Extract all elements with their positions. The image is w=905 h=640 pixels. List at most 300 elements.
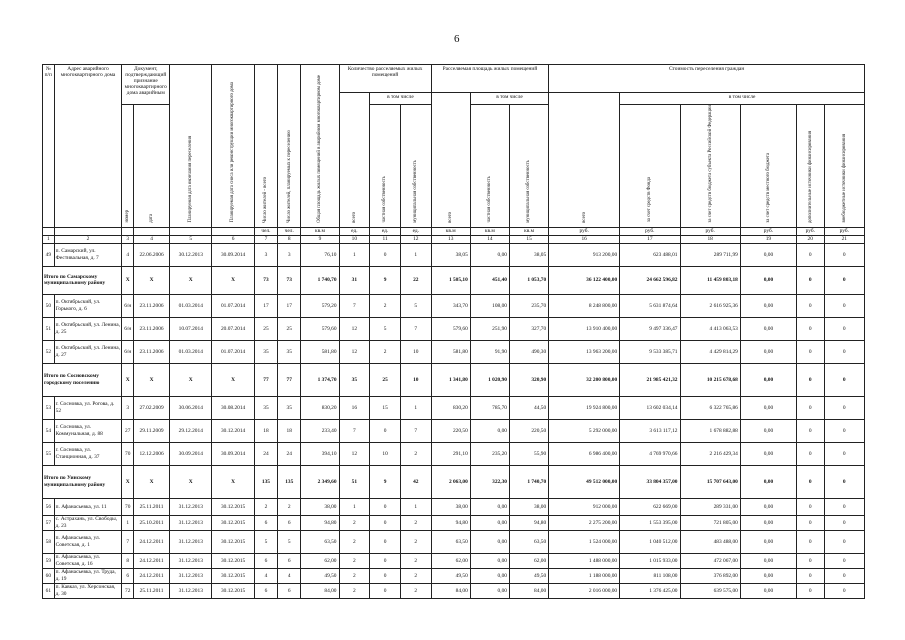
value-cell: 24 [278, 442, 301, 465]
plan-end-cell: 31.12.2013 [170, 498, 212, 515]
value-cell: 11 459 803,18 [680, 266, 740, 294]
value-cell: 51 [339, 465, 370, 498]
doc-date-cell: 27.02.2009 [134, 396, 170, 419]
value-cell: 0 [370, 583, 401, 598]
value-cell: 6 322 765,86 [680, 396, 740, 419]
table-body [43, 65, 865, 599]
header-area-total: всего [431, 93, 470, 228]
value-cell: 0,00 [470, 553, 509, 568]
value-cell: 9 [370, 465, 401, 498]
value-cell: 0 [824, 568, 864, 583]
row-number-cell: 52 [43, 340, 55, 363]
value-cell: 0 [796, 553, 824, 568]
value-cell: 19 924 800,00 [549, 396, 620, 419]
value-cell: 0 [824, 317, 864, 340]
column-number-row [43, 235, 865, 243]
value-cell: 18 [278, 419, 301, 442]
header-count-incl: в том числе [370, 93, 431, 105]
value-cell: 62,00 [301, 553, 339, 568]
value-cell: 49,50 [301, 568, 339, 583]
value-cell: 77 [278, 363, 301, 396]
row-number-cell: 55 [43, 442, 55, 465]
value-cell: 0,00 [740, 498, 796, 515]
doc-number-cell: 6/н [122, 294, 134, 317]
value-cell: 289 331,00 [680, 498, 740, 515]
row-number-cell: 50 [43, 294, 55, 317]
value-cell: 2 [254, 498, 277, 515]
page-number: 6 [454, 33, 460, 45]
header-number: № п/п [43, 65, 55, 228]
header-cost-region: за счет средств бюджета субъекта Российской Федерации [680, 105, 740, 228]
plan-demolition-cell: X [212, 465, 254, 498]
header-plan-demolition: Планируемая дата сноса или реконструкции многоквартирного дома [212, 65, 254, 228]
row-number-cell: 58 [43, 530, 55, 553]
doc-date-cell: 25.10.2011 [134, 515, 170, 530]
value-cell: 0 [824, 340, 864, 363]
value-cell: 6 [254, 515, 277, 530]
row-number-cell: 59 [43, 553, 55, 568]
value-cell: 0,00 [740, 568, 796, 583]
value-cell: 38,00 [509, 498, 548, 515]
value-cell: 42 [400, 465, 431, 498]
plan-demolition-cell: 30.12.2015 [212, 530, 254, 553]
value-cell: 108,00 [470, 294, 509, 317]
value-cell: 0 [824, 363, 864, 396]
value-cell: 4 429 814,29 [680, 340, 740, 363]
value-cell: 830,20 [431, 396, 470, 419]
value-cell: 0,00 [740, 396, 796, 419]
plan-end-cell: 29.12.2014 [170, 419, 212, 442]
doc-date-cell: 24.12.2011 [134, 530, 170, 553]
value-cell: 35 [278, 340, 301, 363]
doc-number-cell: 72 [122, 583, 134, 598]
value-cell: 21 985 421,32 [620, 363, 680, 396]
value-cell: 1 374,70 [301, 363, 339, 396]
value-cell: 7 [400, 419, 431, 442]
plan-end-cell: 01.03.2014 [170, 340, 212, 363]
value-cell: 0 [370, 419, 401, 442]
value-cell: 49,50 [431, 568, 470, 583]
column-number-cell: 12 [400, 235, 431, 243]
value-cell: 25 [254, 317, 277, 340]
value-cell: 0 [370, 568, 401, 583]
value-cell: 16 [339, 396, 370, 419]
total-label: Итого по Самарскому муниципальному району [43, 266, 122, 294]
value-cell: 1 020,90 [470, 363, 509, 396]
value-cell: 25 [278, 317, 301, 340]
header-area: Общая площадь жилых помещений в аварийном многоквартирном доме [301, 65, 339, 228]
value-cell: 15 [370, 396, 401, 419]
doc-number-cell: 7 [122, 530, 134, 553]
value-cell: 490,30 [509, 340, 548, 363]
value-cell: 2 616 925,36 [680, 294, 740, 317]
unit-cell: руб. [796, 227, 824, 235]
header-cost-local: за счет средств местного бюджета [740, 105, 796, 228]
value-cell: 1 053,70 [509, 266, 548, 294]
value-cell: 24 662 596,82 [620, 266, 680, 294]
value-cell: 1 341,80 [431, 363, 470, 396]
value-cell: 639 575,00 [680, 583, 740, 598]
value-cell: 0,00 [740, 465, 796, 498]
value-cell: 77 [254, 363, 277, 396]
address-cell: п. Афанасьевка, ул. Труда, д. 19 [54, 568, 122, 583]
value-cell: 5 [400, 294, 431, 317]
table-row [43, 442, 865, 465]
column-number-cell: 19 [740, 235, 796, 243]
value-cell: 9 [370, 266, 401, 294]
value-cell: 0,00 [740, 583, 796, 598]
value-cell: 2 216 429,34 [680, 442, 740, 465]
value-cell: 3 613 117,12 [620, 419, 680, 442]
value-cell: 17 [278, 294, 301, 317]
value-cell: 0,00 [740, 530, 796, 553]
value-cell: 0 [796, 340, 824, 363]
column-number-cell: 18 [680, 235, 740, 243]
doc-number-cell: X [122, 266, 134, 294]
value-cell: 35 [278, 396, 301, 419]
doc-number-cell: 1 [122, 515, 134, 530]
value-cell: 1 [339, 243, 370, 266]
value-cell: 912 000,00 [549, 498, 620, 515]
value-cell: 5 [278, 530, 301, 553]
value-cell: 7 [400, 317, 431, 340]
value-cell: 0,00 [470, 419, 509, 442]
column-number-cell: 3 [122, 235, 134, 243]
unit-cell: руб. [549, 227, 620, 235]
value-cell: 9 533 385,71 [620, 340, 680, 363]
value-cell: 0 [824, 583, 864, 598]
unit-cell: руб. [824, 227, 864, 235]
value-cell: 13 910 400,00 [549, 317, 620, 340]
doc-date-cell: 12.12.2006 [134, 442, 170, 465]
plan-end-cell: 31.12.2013 [170, 530, 212, 553]
value-cell: 62,00 [509, 553, 548, 568]
value-cell: 44,50 [509, 396, 548, 419]
value-cell: 49 512 000,00 [549, 465, 620, 498]
value-cell: 0,00 [470, 568, 509, 583]
value-cell: 2 063,00 [431, 465, 470, 498]
header-address: Адрес аварийного многоквартирного дома [54, 65, 122, 228]
total-row [43, 363, 865, 396]
value-cell: 13 602 034,14 [620, 396, 680, 419]
header-count-total: всего [339, 93, 370, 228]
value-cell: 581,80 [431, 340, 470, 363]
doc-date-cell: 23.11.2006 [134, 294, 170, 317]
value-cell: 1 376 425,00 [620, 583, 680, 598]
column-number-cell: 5 [170, 235, 212, 243]
header-area-municipal: муниципальная собственность [509, 105, 548, 228]
value-cell: 2 [400, 583, 431, 598]
header-doc-date: дата [134, 105, 170, 228]
plan-demolition-cell: 01.07.2014 [212, 340, 254, 363]
header-cost-extra: дополнительные источники финансирования [796, 105, 824, 228]
doc-date-cell: 24.12.2011 [134, 568, 170, 583]
doc-number-cell: 70 [122, 498, 134, 515]
value-cell: 2 [400, 515, 431, 530]
table-row [43, 515, 865, 530]
value-cell: 0,00 [470, 583, 509, 598]
value-cell: 12 [339, 340, 370, 363]
value-cell: 18 [254, 419, 277, 442]
value-cell: 5 [254, 530, 277, 553]
unit-cell: ед. [339, 227, 370, 235]
value-cell: 451,40 [470, 266, 509, 294]
doc-number-cell: 6 [122, 568, 134, 583]
column-number-cell: 16 [549, 235, 620, 243]
value-cell: 84,00 [431, 583, 470, 598]
address-cell: п. Самарский, ул. Фестивальная, д. 7 [54, 243, 122, 266]
value-cell: 33 804 357,00 [620, 465, 680, 498]
value-cell: 0 [824, 553, 864, 568]
value-cell: 0 [370, 530, 401, 553]
row-number-cell: 57 [43, 515, 55, 530]
value-cell: 0 [796, 396, 824, 419]
plan-end-cell: 10.07.2014 [170, 317, 212, 340]
value-cell: 2 [339, 583, 370, 598]
table-row [43, 340, 865, 363]
value-cell: 6 [278, 515, 301, 530]
value-cell: 63,50 [509, 530, 548, 553]
column-number-cell: 1 [43, 235, 55, 243]
value-cell: 5 292 000,00 [549, 419, 620, 442]
value-cell: 8 248 800,00 [549, 294, 620, 317]
address-cell: п. Октябрьский, ул. Ленина, д. 27 [54, 340, 122, 363]
value-cell: 38,05 [431, 243, 470, 266]
value-cell: 12 [339, 317, 370, 340]
value-cell: 0 [824, 243, 864, 266]
header-residents-planned: Число жителей, планируемых к переселению [278, 65, 301, 228]
value-cell: 0 [370, 515, 401, 530]
row-number-cell: 60 [43, 568, 55, 583]
unit-cell: кв.м [509, 227, 548, 235]
table-row [43, 243, 865, 266]
doc-date-cell: 22.06.2006 [134, 243, 170, 266]
plan-end-cell: X [170, 363, 212, 396]
value-cell: 2 016 000,00 [549, 583, 620, 598]
value-cell: 2 [339, 553, 370, 568]
plan-end-cell: X [170, 465, 212, 498]
value-cell: 623 488,01 [620, 243, 680, 266]
value-cell: 0,00 [740, 266, 796, 294]
value-cell: 0 [370, 498, 401, 515]
value-cell: 0 [824, 515, 864, 530]
total-row [43, 465, 865, 498]
value-cell: 579,60 [301, 317, 339, 340]
value-cell: 49,50 [509, 568, 548, 583]
relocation-table [42, 64, 865, 599]
value-cell: 6 [254, 553, 277, 568]
value-cell: 472 067,00 [680, 553, 740, 568]
value-cell: 394,10 [301, 442, 339, 465]
value-cell: 0 [796, 363, 824, 396]
plan-end-cell: 30.12.2013 [170, 243, 212, 266]
value-cell: 1 740,70 [509, 465, 548, 498]
value-cell: 785,70 [470, 396, 509, 419]
value-cell: 7 [339, 294, 370, 317]
value-cell: 1 505,10 [431, 266, 470, 294]
value-cell: 38,00 [431, 498, 470, 515]
value-cell: 6 [278, 553, 301, 568]
value-cell: 91,90 [470, 340, 509, 363]
address-cell: п. Октябрьский, ул. Горького, д. 6 [54, 294, 122, 317]
table-row [43, 419, 865, 442]
row-number-cell: 56 [43, 498, 55, 515]
value-cell: 0 [824, 498, 864, 515]
row-number-cell: 49 [43, 243, 55, 266]
value-cell: 0,00 [740, 363, 796, 396]
doc-number-cell: 4 [122, 243, 134, 266]
column-number-cell: 20 [796, 235, 824, 243]
value-cell: 0,00 [740, 419, 796, 442]
value-cell: 2 [278, 498, 301, 515]
header-count-private: частная собственность [370, 105, 401, 228]
plan-demolition-cell: 30.12.2015 [212, 568, 254, 583]
doc-number-cell: X [122, 465, 134, 498]
value-cell: 0,00 [740, 442, 796, 465]
doc-date-cell: 25.11.2011 [134, 498, 170, 515]
address-cell: п. Кавказ, ул. Херсонская, д. 30 [54, 583, 122, 598]
value-cell: 2 [400, 442, 431, 465]
doc-date-cell: 23.11.2006 [134, 340, 170, 363]
relocation-table-sheet [42, 64, 865, 599]
column-number-cell: 9 [301, 235, 339, 243]
value-cell: 15 707 643,00 [680, 465, 740, 498]
value-cell: 6 [254, 583, 277, 598]
plan-demolition-cell: 30.09.2014 [212, 442, 254, 465]
header-count-municipal: муниципальная собственность [400, 105, 431, 228]
value-cell: 94,80 [509, 515, 548, 530]
header-residents-total: Число жителей - всего [254, 65, 277, 228]
value-cell: 220,50 [509, 419, 548, 442]
value-cell: 0 [796, 317, 824, 340]
value-cell: 1 040 512,00 [620, 530, 680, 553]
value-cell: 251,90 [470, 317, 509, 340]
value-cell: 36 122 400,00 [549, 266, 620, 294]
header-doc-number: номер [122, 105, 134, 228]
value-cell: 38,00 [301, 498, 339, 515]
value-cell: 1 [400, 243, 431, 266]
value-cell: 84,00 [509, 583, 548, 598]
unit-cell: чел. [278, 227, 301, 235]
plan-demolition-cell: 30.12.2015 [212, 553, 254, 568]
value-cell: 0,00 [740, 340, 796, 363]
value-cell: 1 524 000,00 [549, 530, 620, 553]
doc-date-cell: 25.11.2011 [134, 583, 170, 598]
value-cell: 35 [254, 340, 277, 363]
unit-cell: руб. [680, 227, 740, 235]
doc-date-cell: X [134, 363, 170, 396]
value-cell: 0 [824, 294, 864, 317]
value-cell: 13 963 200,00 [549, 340, 620, 363]
doc-number-cell: 6/н [122, 340, 134, 363]
value-cell: 0,00 [470, 515, 509, 530]
value-cell: 22 [400, 266, 431, 294]
doc-date-cell: 24.12.2011 [134, 553, 170, 568]
value-cell: 73 [254, 266, 277, 294]
plan-demolition-cell: 30.09.2014 [212, 243, 254, 266]
value-cell: 24 [254, 442, 277, 465]
header-cost-total: всего [549, 93, 620, 228]
value-cell: 0 [824, 396, 864, 419]
doc-number-cell: 8 [122, 553, 134, 568]
value-cell: 0 [796, 498, 824, 515]
column-number-cell: 7 [254, 235, 277, 243]
value-cell: 38,05 [509, 243, 548, 266]
doc-number-cell: 6/н [122, 317, 134, 340]
value-cell: 291,10 [431, 442, 470, 465]
plan-demolition-cell: X [212, 266, 254, 294]
value-cell: 0,00 [740, 553, 796, 568]
plan-demolition-cell: 30.12.2015 [212, 498, 254, 515]
column-number-cell: 11 [370, 235, 401, 243]
plan-end-cell: X [170, 266, 212, 294]
value-cell: 32 200 800,00 [549, 363, 620, 396]
column-number-cell: 2 [54, 235, 122, 243]
value-cell: 73 [278, 266, 301, 294]
header-area-group: Расселяемая площадь жилых помещений [431, 65, 549, 93]
header-document: Документ, подтверждающий признание многоквартирного дома аварийным [122, 65, 170, 105]
value-cell: 0 [824, 266, 864, 294]
table-row [43, 294, 865, 317]
doc-number-cell: 3 [122, 396, 134, 419]
value-cell: 2 [400, 568, 431, 583]
plan-demolition-cell: 30.12.2014 [212, 419, 254, 442]
value-cell: 1 188 000,00 [549, 568, 620, 583]
value-cell: 811 108,00 [620, 568, 680, 583]
total-label: Итого по Уинскому муниципальному району [43, 465, 122, 498]
value-cell: 2 275 200,00 [549, 515, 620, 530]
value-cell: 4 769 970,66 [620, 442, 680, 465]
value-cell: 0 [796, 266, 824, 294]
value-cell: 55,90 [509, 442, 548, 465]
table-row [43, 568, 865, 583]
value-cell: 1 553 395,00 [620, 515, 680, 530]
value-cell: 0 [824, 442, 864, 465]
value-cell: 0 [370, 553, 401, 568]
address-cell: г. Сосновка, ул. Коммунальная, д. 88 [54, 419, 122, 442]
table-row [43, 583, 865, 598]
plan-end-cell: 30.06.2014 [170, 396, 212, 419]
value-cell: 94,80 [301, 515, 339, 530]
value-cell: 0,00 [740, 317, 796, 340]
column-number-cell: 14 [470, 235, 509, 243]
unit-cell: руб. [620, 227, 680, 235]
value-cell: 135 [278, 465, 301, 498]
value-cell: 0 [796, 530, 824, 553]
header-cost-group: Стоимость переселения граждан [549, 65, 865, 93]
value-cell: 62,00 [431, 553, 470, 568]
value-cell: 343,70 [431, 294, 470, 317]
row-number-cell: 61 [43, 583, 55, 598]
value-cell: 0,00 [470, 498, 509, 515]
value-cell: 1 678 882,88 [680, 419, 740, 442]
row-number-cell: 51 [43, 317, 55, 340]
header-count-group: Количество расселяемых жилых помещений [339, 65, 431, 93]
value-cell: 94,80 [431, 515, 470, 530]
value-cell: 1 015 933,00 [620, 553, 680, 568]
value-cell: 2 [400, 553, 431, 568]
value-cell: 35 [254, 396, 277, 419]
value-cell: 0 [796, 419, 824, 442]
plan-end-cell: 31.12.2013 [170, 553, 212, 568]
value-cell: 0 [370, 243, 401, 266]
unit-cell: кв.м [301, 227, 339, 235]
value-cell: 0 [796, 243, 824, 266]
doc-number-cell: X [122, 363, 134, 396]
doc-date-cell: 23.11.2006 [134, 317, 170, 340]
value-cell: 581,80 [301, 340, 339, 363]
unit-cell: ед. [370, 227, 401, 235]
